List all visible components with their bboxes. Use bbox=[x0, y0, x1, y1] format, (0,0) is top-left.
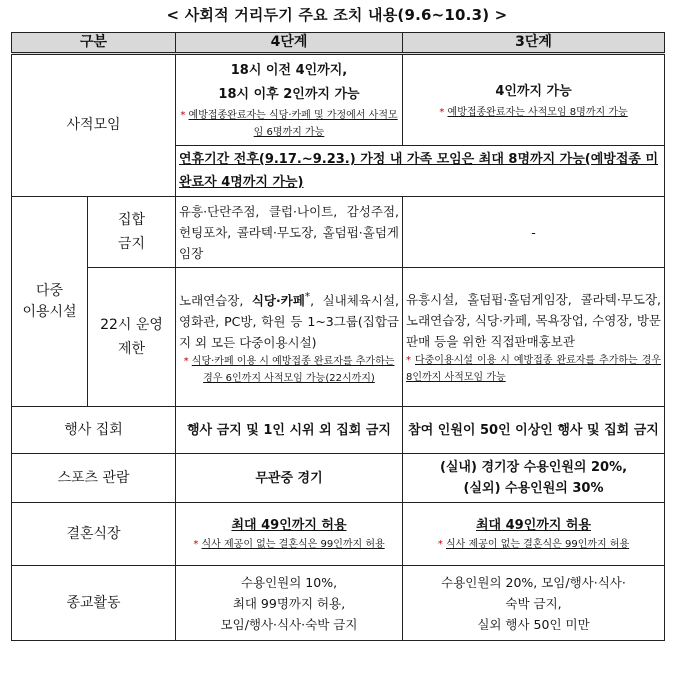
label-events: 행사 집회 bbox=[12, 407, 176, 454]
limit-l4 bbox=[176, 268, 403, 407]
note-star: * bbox=[437, 539, 446, 550]
limit-l3-text: 유흥시설, 홀덤펍·홀덤게임장, 콜라텍·무도장, 노래연습장, 식당·카페, 목욕장업, 수영장, 방문판매 등을 위한 직접판매홍보관 bbox=[406, 291, 661, 349]
religion-l4-line3: 모임/행사·식사·숙박 금지 bbox=[220, 616, 358, 632]
note-text: 다중이용시설 이용 시 예방접종 완료자를 추가하는 경우 8인까지 사적모임 가능 bbox=[406, 354, 661, 383]
label-multi-use-2: 이용시설 bbox=[22, 303, 77, 320]
religion-l3-line1: 수용인원의 20%, 모임/행사·식사· bbox=[441, 574, 626, 590]
note-star: * bbox=[439, 106, 448, 118]
religion-l4 bbox=[176, 566, 403, 641]
header-category: 구분 bbox=[12, 33, 176, 54]
row-22h-limit bbox=[12, 268, 665, 407]
wedding-l3-note bbox=[406, 536, 661, 553]
header-level3: 3단계 bbox=[403, 33, 665, 54]
row-sports bbox=[12, 454, 665, 503]
religion-l4-line1: 수용인원의 10%, bbox=[240, 574, 338, 590]
header-level4: 4단계 bbox=[176, 33, 403, 54]
events-l3: 참여 인원이 50인 이상인 행사 및 집회 금지 bbox=[403, 407, 665, 454]
sports-l3 bbox=[403, 454, 665, 503]
sports-l4: 무관중 경기 bbox=[176, 454, 403, 503]
label-wedding: 결혼식장 bbox=[12, 503, 176, 566]
limit-l4-sup: * bbox=[304, 290, 311, 303]
note-star: * bbox=[183, 356, 192, 368]
social-l3-main: 4인까지 가능 bbox=[495, 83, 572, 99]
note-text: 예방접종완료자는 사적모임 8명까지 가능 bbox=[447, 106, 628, 118]
label-ban-2: 금지 bbox=[117, 236, 146, 252]
limit-l3 bbox=[403, 268, 665, 407]
limit-l3-note bbox=[406, 352, 661, 386]
page-title: < 사회적 거리두기 주요 조치 내용(9.6~10.3) > bbox=[166, 6, 508, 24]
label-sports: 스포츠 관람 bbox=[12, 454, 176, 503]
social-l4-note bbox=[179, 107, 399, 141]
social-l3 bbox=[403, 54, 665, 146]
sports-l3-line1: (실내) 경기장 수용인원의 20%, bbox=[439, 460, 628, 475]
wedding-l4-main: 최대 49인까지 허용 bbox=[231, 518, 347, 533]
label-limit-2: 제한 bbox=[117, 341, 146, 357]
social-l4-line1: 18시 이전 4인까지, bbox=[230, 63, 348, 78]
wedding-l3-main: 최대 49인까지 허용 bbox=[475, 518, 592, 533]
row-religion bbox=[12, 566, 665, 641]
row-events bbox=[12, 407, 665, 454]
wedding-l3 bbox=[403, 503, 665, 566]
label-gathering-ban bbox=[88, 197, 176, 268]
label-multi-use bbox=[12, 197, 88, 407]
label-limit-1: 22시 운영 bbox=[100, 317, 163, 333]
label-religion: 종교활동 bbox=[12, 566, 176, 641]
row-gathering-ban bbox=[12, 197, 665, 268]
social-l4-line2: 18시 이후 2인까지 가능 bbox=[218, 87, 360, 102]
label-22h-limit bbox=[88, 268, 176, 407]
note-text: 예방접종완료자는 식당·카페 및 가정에서 사적모임 6명까지 가능 bbox=[188, 110, 398, 138]
row-wedding bbox=[12, 503, 665, 566]
label-ban-1: 집합 bbox=[117, 212, 146, 228]
label-social-gathering: 사적모임 bbox=[12, 54, 176, 197]
header-row bbox=[12, 33, 665, 54]
note-star: * bbox=[180, 110, 189, 121]
row-social-gathering bbox=[12, 54, 665, 146]
holiday-note: 연휴기간 전후(9.17.~9.23.) 가정 내 가족 모임은 최대 8명까지 가능(예방접종 미완료자 4명까지 가능) bbox=[176, 146, 665, 197]
note-star: * bbox=[193, 539, 202, 550]
sports-l3-line2: (실외) 수용인원의 30% bbox=[463, 481, 604, 496]
wedding-l4-note bbox=[179, 536, 399, 553]
limit-l4-bold: 식당·카페 bbox=[251, 293, 305, 309]
religion-l3 bbox=[403, 566, 665, 641]
social-l3-note bbox=[406, 104, 661, 121]
social-l4 bbox=[176, 54, 403, 146]
limit-l4-note bbox=[179, 353, 399, 387]
ban-l4: 유흥·단란주점, 클럽·나이트, 감성주점, 헌팅포차, 콜라텍·무도장, 홀덤펍·홀덤게임장 bbox=[176, 197, 403, 268]
events-l4: 행사 금지 및 1인 시위 외 집회 금지 bbox=[176, 407, 403, 454]
religion-l3-line2: 숙박 금지, bbox=[505, 595, 562, 611]
wedding-l4 bbox=[176, 503, 403, 566]
religion-l4-line2: 최대 99명까지 허용, bbox=[232, 595, 346, 611]
note-text: 식당·카페 이용 시 예방접종 완료자를 추가하는 경우 6인까지 사적모임 가능(22시까지) bbox=[191, 356, 395, 385]
distancing-table bbox=[11, 32, 665, 641]
note-text: 식사 제공이 없는 결혼식은 99인까지 허용 bbox=[201, 539, 385, 550]
note-star: * bbox=[406, 354, 415, 366]
religion-l3-line3: 실외 행사 50인 미만 bbox=[477, 616, 590, 632]
ban-l3: - bbox=[403, 197, 665, 268]
note-text: 식사 제공이 없는 결혼식은 99인까지 허용 bbox=[446, 539, 630, 550]
limit-l4-pre: 노래연습장, bbox=[179, 293, 252, 309]
limit-l4-text bbox=[179, 287, 399, 353]
limit-l4-post: , 실내체육시설, 영화관, PC방, 학원 등 1~3그룹(집합금지 외 모든 다중이용시설) bbox=[179, 293, 399, 351]
label-multi-use-1: 다중 bbox=[35, 282, 64, 299]
